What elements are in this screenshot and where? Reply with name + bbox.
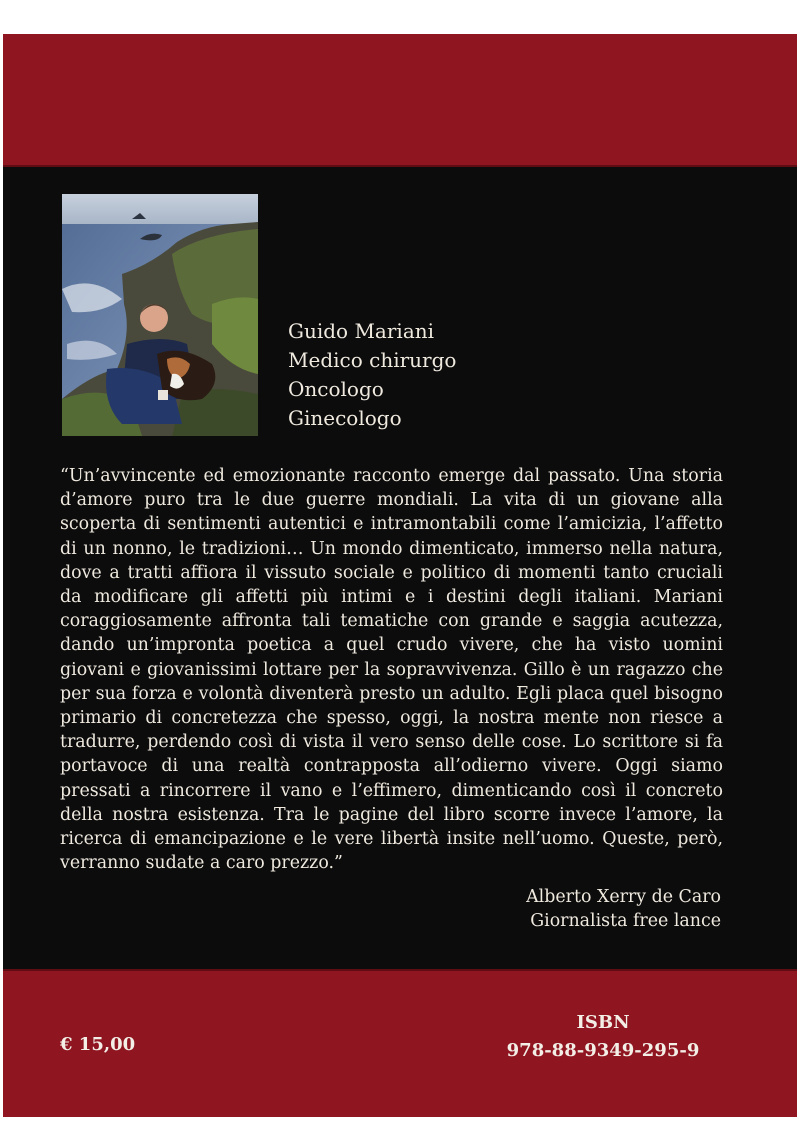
attribution-role: Giornalista free lance <box>530 911 721 931</box>
isbn-label: ISBN <box>576 1012 630 1033</box>
author-info <box>288 317 456 433</box>
author-role-2: Oncologo <box>288 377 384 401</box>
author-role-3: Ginecologo <box>288 406 402 430</box>
blurb-attribution <box>403 885 721 933</box>
author-role-1: Medico chirurgo <box>288 348 457 372</box>
isbn-number: 978-88-9349-295-9 <box>506 1040 700 1061</box>
author-name: Guido Mariani <box>288 319 435 343</box>
price-label: € 15,00 <box>60 1034 136 1055</box>
attribution-name: Alberto Xerry de Caro <box>526 887 721 907</box>
back-cover <box>3 34 797 1117</box>
blurb-text: “Un’avvincente ed emozionante racconto emerge dal passato. Una storia d’amore puro tra le due guerre mondiali. La vita di un giovane alla scoperta di sentimenti autentici e intramontabili come l’amicizia, l’affetto di un nonno, le tradizioni… Un mondo dimenticato, immerso nella natura, dove a tratti affiora il vissuto sociale e politico di momenti tanto cruciali da modificare gli affetti più intimi e i destini degli italiani. Mariani coraggiosamente affronta tali tematiche con grande e saggia acutezza, dando un’impronta poetica a quel crudo vivere, che ha visto uomini giovani e giovanissimi lottare per la sopravvivenza. Gillo è un ragazzo che per sua forza e volontà diventerà presto un adulto. Egli placa quel bisogno primario di concretezza che spesso, oggi, la nostra mente non riesce a tradurre, perdendo così di vista il vero senso delle cose. Lo scrittore si fa portavoce di una realtà contrapposta all’odierno vivere. Oggi siamo pressati a rincorrere il vano e l’effimero, dimenticando così il concreto della nostra esistenza. Tra le pagine del libro scorre invece l’amore, la ricerca di emancipazione e le vere libertà insite nell’uomo. Queste, però, verranno sudate a caro prezzo.” <box>60 466 723 874</box>
isbn-block <box>473 1009 733 1065</box>
author-photo <box>62 194 258 436</box>
top-red-band <box>3 34 797 167</box>
book-blurb <box>60 464 723 875</box>
